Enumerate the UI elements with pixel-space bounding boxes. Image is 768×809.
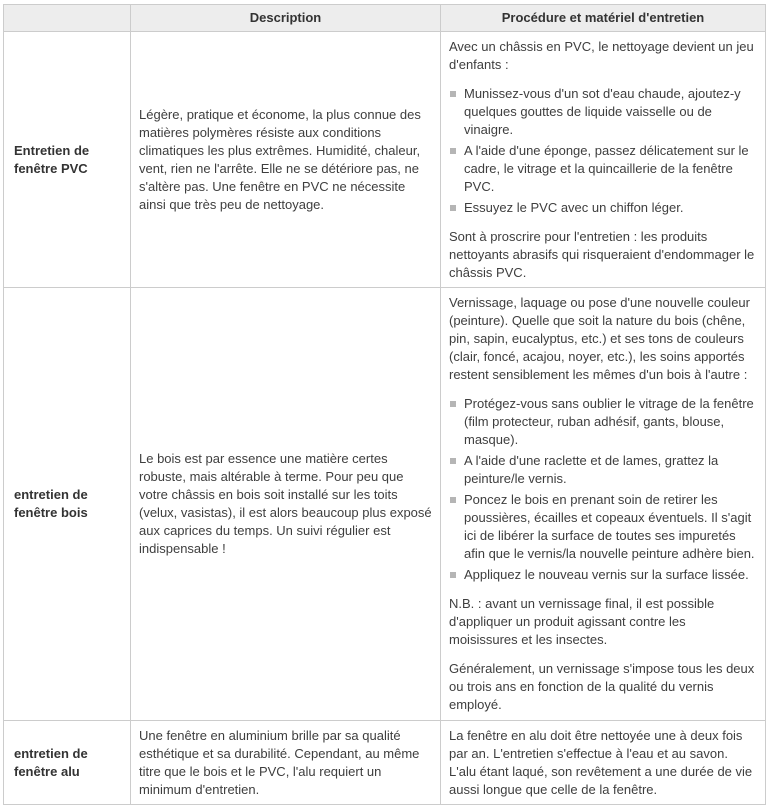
row-label-bois: entretien de fenêtre bois bbox=[4, 288, 131, 721]
procedure-step: Essuyez le PVC avec un chiffon léger. bbox=[449, 199, 757, 217]
procedure-step: Appliquez le nouveau vernis sur la surface lissée. bbox=[449, 566, 757, 584]
procedure-step: A l'aide d'une raclette et de lames, grattez la peinture/le vernis. bbox=[449, 452, 757, 488]
table-row-bois bbox=[4, 288, 766, 721]
procedure-warning-pvc: Sont à proscrire pour l'entretien : les produits nettoyants abrasifs qui risqueraient d'endommager le châssis PVC. bbox=[449, 229, 755, 280]
header-row bbox=[4, 5, 766, 32]
description-cell-bois: Le bois est par essence une matière certes robuste, mais altérable à terme. Pour peu que votre châssis en bois soit installé sur les toits (velux, vasistas), il est alors beaucoup plus exposé aux caprices du temps. Un suivi régulier est indispensable ! bbox=[131, 288, 441, 721]
table-row-pvc bbox=[4, 32, 766, 288]
procedure-step: Munissez-vous d'un sot d'eau chaude, ajoutez-y quelques gouttes de liquide vaisselle ou de vinaigre. bbox=[449, 85, 757, 139]
procedure-step: Protégez-vous sans oublier le vitrage de la fenêtre (film protecteur, ruban adhésif, gants, blouse, masque). bbox=[449, 395, 757, 449]
procedure-cell-pvc bbox=[441, 32, 766, 288]
procedure-step: A l'aide d'une éponge, passez délicatement sur le cadre, le vitrage et la quincaillerie de la fenêtre PVC. bbox=[449, 142, 757, 196]
header-cell-empty bbox=[4, 5, 131, 32]
procedure-cell-bois bbox=[441, 288, 766, 721]
table-row-alu bbox=[4, 721, 766, 805]
procedure-intro-pvc: Avec un châssis en PVC, le nettoyage devient un jeu d'enfants : bbox=[449, 39, 754, 72]
procedure-steps-bois bbox=[449, 395, 757, 584]
procedure-frequency-bois: Généralement, un vernissage s'impose tous les deux ou trois ans en fonction de la qualité du vernis employé. bbox=[449, 661, 755, 712]
header-cell-description: Description bbox=[131, 5, 441, 32]
row-label-pvc: Entretien de fenêtre PVC bbox=[4, 32, 131, 288]
procedure-steps-pvc bbox=[449, 85, 757, 217]
procedure-note-bois: N.B. : avant un vernissage final, il est possible d'appliquer un produit agissant contre les moisissures et les insectes. bbox=[449, 596, 715, 647]
description-cell-alu: Une fenêtre en aluminium brille par sa qualité esthétique et sa durabilité. Cependant, au même titre que le bois et le PVC, l'alu requiert un minimum d'entretien. bbox=[131, 721, 441, 805]
description-cell-pvc: Légère, pratique et économe, la plus connue des matières polymères résiste aux conditions climatiques les plus extrêmes. Humidité, chaleur, vent, rien ne l'arrête. Elle ne se détériore pas, ne s'altère pas. Une fenêtre en PVC ne nécessite ainsi que très peu de nettoyage. bbox=[131, 32, 441, 288]
procedure-step: Poncez le bois en prenant soin de retirer les poussières, écailles et copeaux éventuels. Il s'agit ici de libérer la surface de toutes ses impuretés afin que le vernis/la nouvelle peinture adhère bien. bbox=[449, 491, 757, 563]
procedure-cell-alu bbox=[441, 721, 766, 805]
row-label-alu: entretien de fenêtre alu bbox=[4, 721, 131, 805]
header-cell-procedure: Procédure et matériel d'entretien bbox=[441, 5, 766, 32]
procedure-intro-alu: La fenêtre en alu doit être nettoyée une à deux fois par an. L'entretien s'effectue à l'eau et au savon. L'alu étant laqué, son revêtement a une durée de vie aussi longue que celle de la fenêtre. bbox=[449, 728, 753, 797]
procedure-intro-bois: Vernissage, laquage ou pose d'une nouvelle couleur (peinture). Quelle que soit la nature du bois (chêne, pin, sapin, eucalyptus, etc.) et ses tons de couleurs (clair, foncé, acajou, noyer, etc.), les soins apportés restent sensiblement les mêmes d'un bois à l'autre : bbox=[449, 295, 750, 382]
window-maintenance-table bbox=[3, 4, 766, 805]
